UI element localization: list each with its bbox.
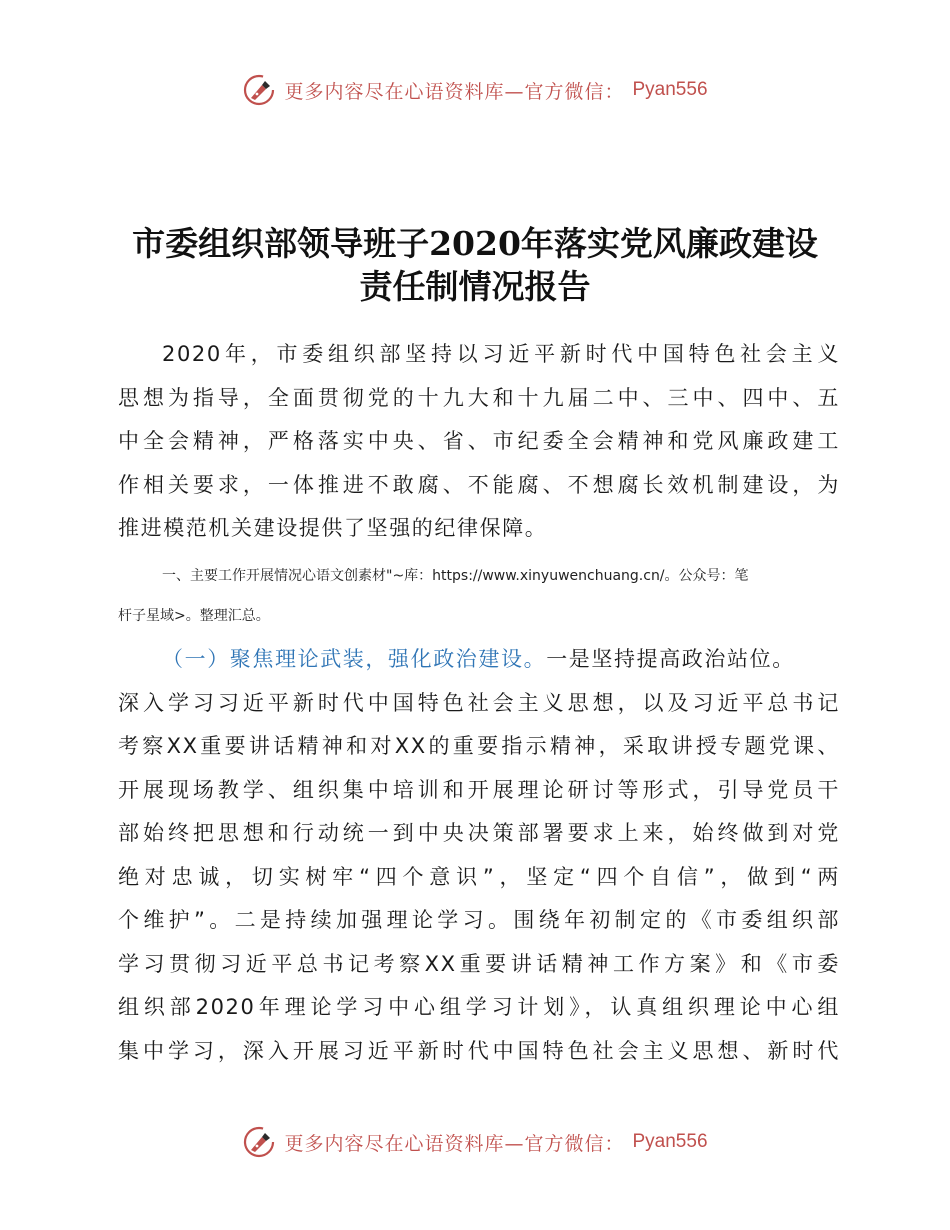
pen-nib-circle-icon <box>242 73 276 107</box>
body-line: 个维护”。二是持续加强理论学习。围绕年初制定的《市委组织部 <box>118 908 840 932</box>
subsection-first-line <box>118 638 840 682</box>
subsection-heading: （一）聚焦理论武装，强化政治建设。 <box>162 647 547 671</box>
pen-nib-circle-icon <box>242 1125 276 1159</box>
section-note-line-1: 一、主要工作开展情况心语文创素材"~库：https://www.xinyuwenchuang.cn/。公众号：笔 <box>162 568 749 584</box>
intro-line: 推进模范机关建设提供了坚强的纪律保障。 <box>118 516 548 540</box>
body-line: 集中学习，深入开展习近平新时代中国特色社会主义思想、新时代 <box>118 1038 840 1063</box>
title-line-1: 市委组织部领导班子2020年落实党风廉政建设 <box>132 224 818 263</box>
subsection-paragraph <box>118 638 840 1073</box>
header-promo-text: 更多内容尽在心语资料库—官方微信： <box>284 80 625 103</box>
footer-wechat-id: Pyan556 <box>632 1131 708 1152</box>
footer-banner <box>0 1125 950 1159</box>
body-line: 绝对忠诚，切实树牢“四个意识”，坚定“四个自信”，做到“两 <box>118 864 840 889</box>
body-line: 考察XX重要讲话精神和对XX的重要指示精神，采取讲授专题党课、 <box>118 734 840 758</box>
section-one-heading <box>118 556 840 636</box>
body-line: 学习贯彻习近平总书记考察XX重要讲话精神工作方案》和《市委 <box>118 951 840 976</box>
body-line: 组织部2020年理论学习中心组学习计划》，认真组织理论中心组 <box>118 995 840 1019</box>
intro-line: 思想为指导，全面贯彻党的十九大和十九届二中、三中、四中、五 <box>118 385 840 410</box>
section-note-line-2: 杆子星域>。整理汇总。 <box>118 608 270 624</box>
body-line: 深入学习习近平新时代中国特色社会主义思想，以及习近平总书记 <box>118 690 840 715</box>
body-line: 开展现场教学、组织集中培训和开展理论研讨等形式，引导党员干 <box>118 777 840 802</box>
header-wechat-id: Pyan556 <box>632 79 708 100</box>
intro-paragraph <box>118 333 840 551</box>
header-banner <box>0 73 950 107</box>
intro-line: 2020年，市委组织部坚持以习近平新时代中国特色社会主义 <box>162 342 840 366</box>
subsection-first-line-rest: 一是坚持提高政治站位。 <box>546 647 795 671</box>
footer-promo-text: 更多内容尽在心语资料库—官方微信： <box>284 1132 625 1155</box>
intro-line: 中全会精神，严格落实中央、省、市纪委全会精神和党风廉政建工 <box>118 429 840 453</box>
document-title <box>60 222 890 308</box>
intro-line: 作相关要求，一体推进不敢腐、不能腐、不想腐长效机制建设，为 <box>118 472 840 497</box>
body-line: 部始终把思想和行动统一到中央决策部署要求上来，始终做到对党 <box>118 821 840 845</box>
title-line-2: 责任制情况报告 <box>359 267 591 306</box>
